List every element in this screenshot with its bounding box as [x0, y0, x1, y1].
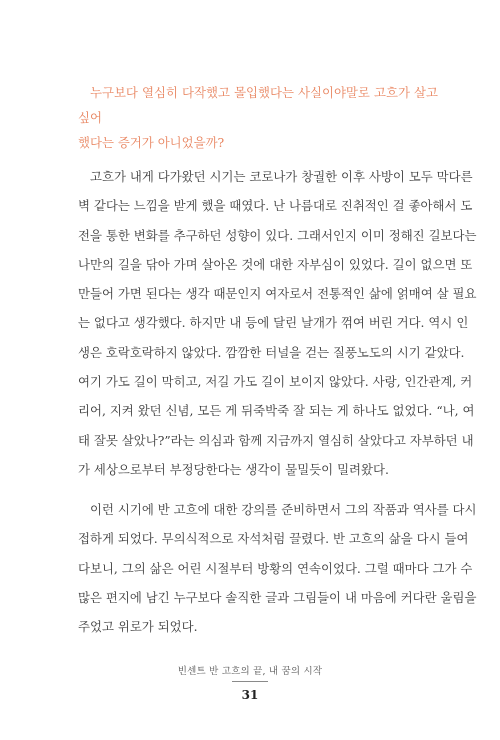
paragraph-line: 접하게 되었다. 무의식적으로 자석처럼 끌렸다. 반 고흐의 삶을 다시 들여 [78, 531, 469, 547]
highlighted-quote [78, 80, 438, 155]
paragraph-line: 는 없다고 생각했다. 하지만 내 등에 달린 날개가 꺾여 버린 거다. 역시 인 [78, 315, 469, 331]
quote-line-1: 누구보다 열심히 다작했고 몰입했다는 사실이야말로 고흐가 살고 싶어 [78, 85, 438, 125]
body-paragraph-2 [78, 495, 477, 641]
paragraph-line: 전을 통한 변화를 추구하던 성향이 있다. 그래서인지 이미 정해진 길보다는 [78, 227, 477, 243]
paragraph-line: 벽 같다는 느낌을 받게 했을 때였다. 난 나름대로 진취적인 걸 좋아해서 도 [78, 198, 473, 214]
paragraph-line: 이런 시기에 반 고흐에 대한 강의를 준비하면서 그의 작품과 역사를 다시 [90, 502, 477, 517]
page-number: 31 [241, 688, 259, 702]
running-footer-title: 빈센트 반 고흐의 끝, 내 꿈의 시작 [177, 666, 323, 677]
paragraph-line: 나만의 길을 닦아 가며 살아온 것에 대한 자부심이 있었다. 길이 없으면 또 [78, 256, 473, 272]
paragraph-line: 태 잘못 살았나?”라는 의심과 함께 지금까지 열심히 살았다고 자부하던 내 [78, 432, 474, 448]
paragraph-line: 주었고 위로가 되었다. [78, 619, 198, 635]
paragraph-line: 고흐가 내게 다가왔던 시기는 코로나가 창궐한 이후 사방이 모두 막다른 [90, 169, 473, 184]
body-paragraph-1 [78, 162, 477, 484]
footer-divider [232, 681, 268, 682]
paragraph-line: 여기 가도 길이 막히고, 저길 가도 길이 보이지 않았다. 사랑, 인간관계, 커 [78, 374, 473, 390]
quote-line-2: 했다는 증거가 아니었을까? [78, 135, 225, 150]
paragraph-line: 생은 호락호락하지 않았다. 깜깜한 터널을 걷는 질풍노도의 시기 같았다. [78, 344, 465, 360]
paragraph-line: 다보니, 그의 삶은 어린 시절부터 방황의 연속이었다. 그럴 때마다 그가 수 [78, 560, 473, 576]
paragraph-line: 리어, 지켜 왔던 신념, 모든 게 뒤죽박죽 잘 되는 게 하나도 없었다. “나, 여 [78, 403, 475, 419]
paragraph-line: 만들어 가면 된다는 생각 때문인지 여자로서 전통적인 삶에 얽매여 살 필요 [78, 286, 477, 302]
paragraph-line: 많은 편지에 남긴 누구보다 솔직한 글과 그림들이 내 마음에 커다란 울림을 [78, 589, 477, 605]
paragraph-line: 가 세상으로부터 부정당한다는 생각이 물밀듯이 밀려왔다. [78, 461, 389, 477]
